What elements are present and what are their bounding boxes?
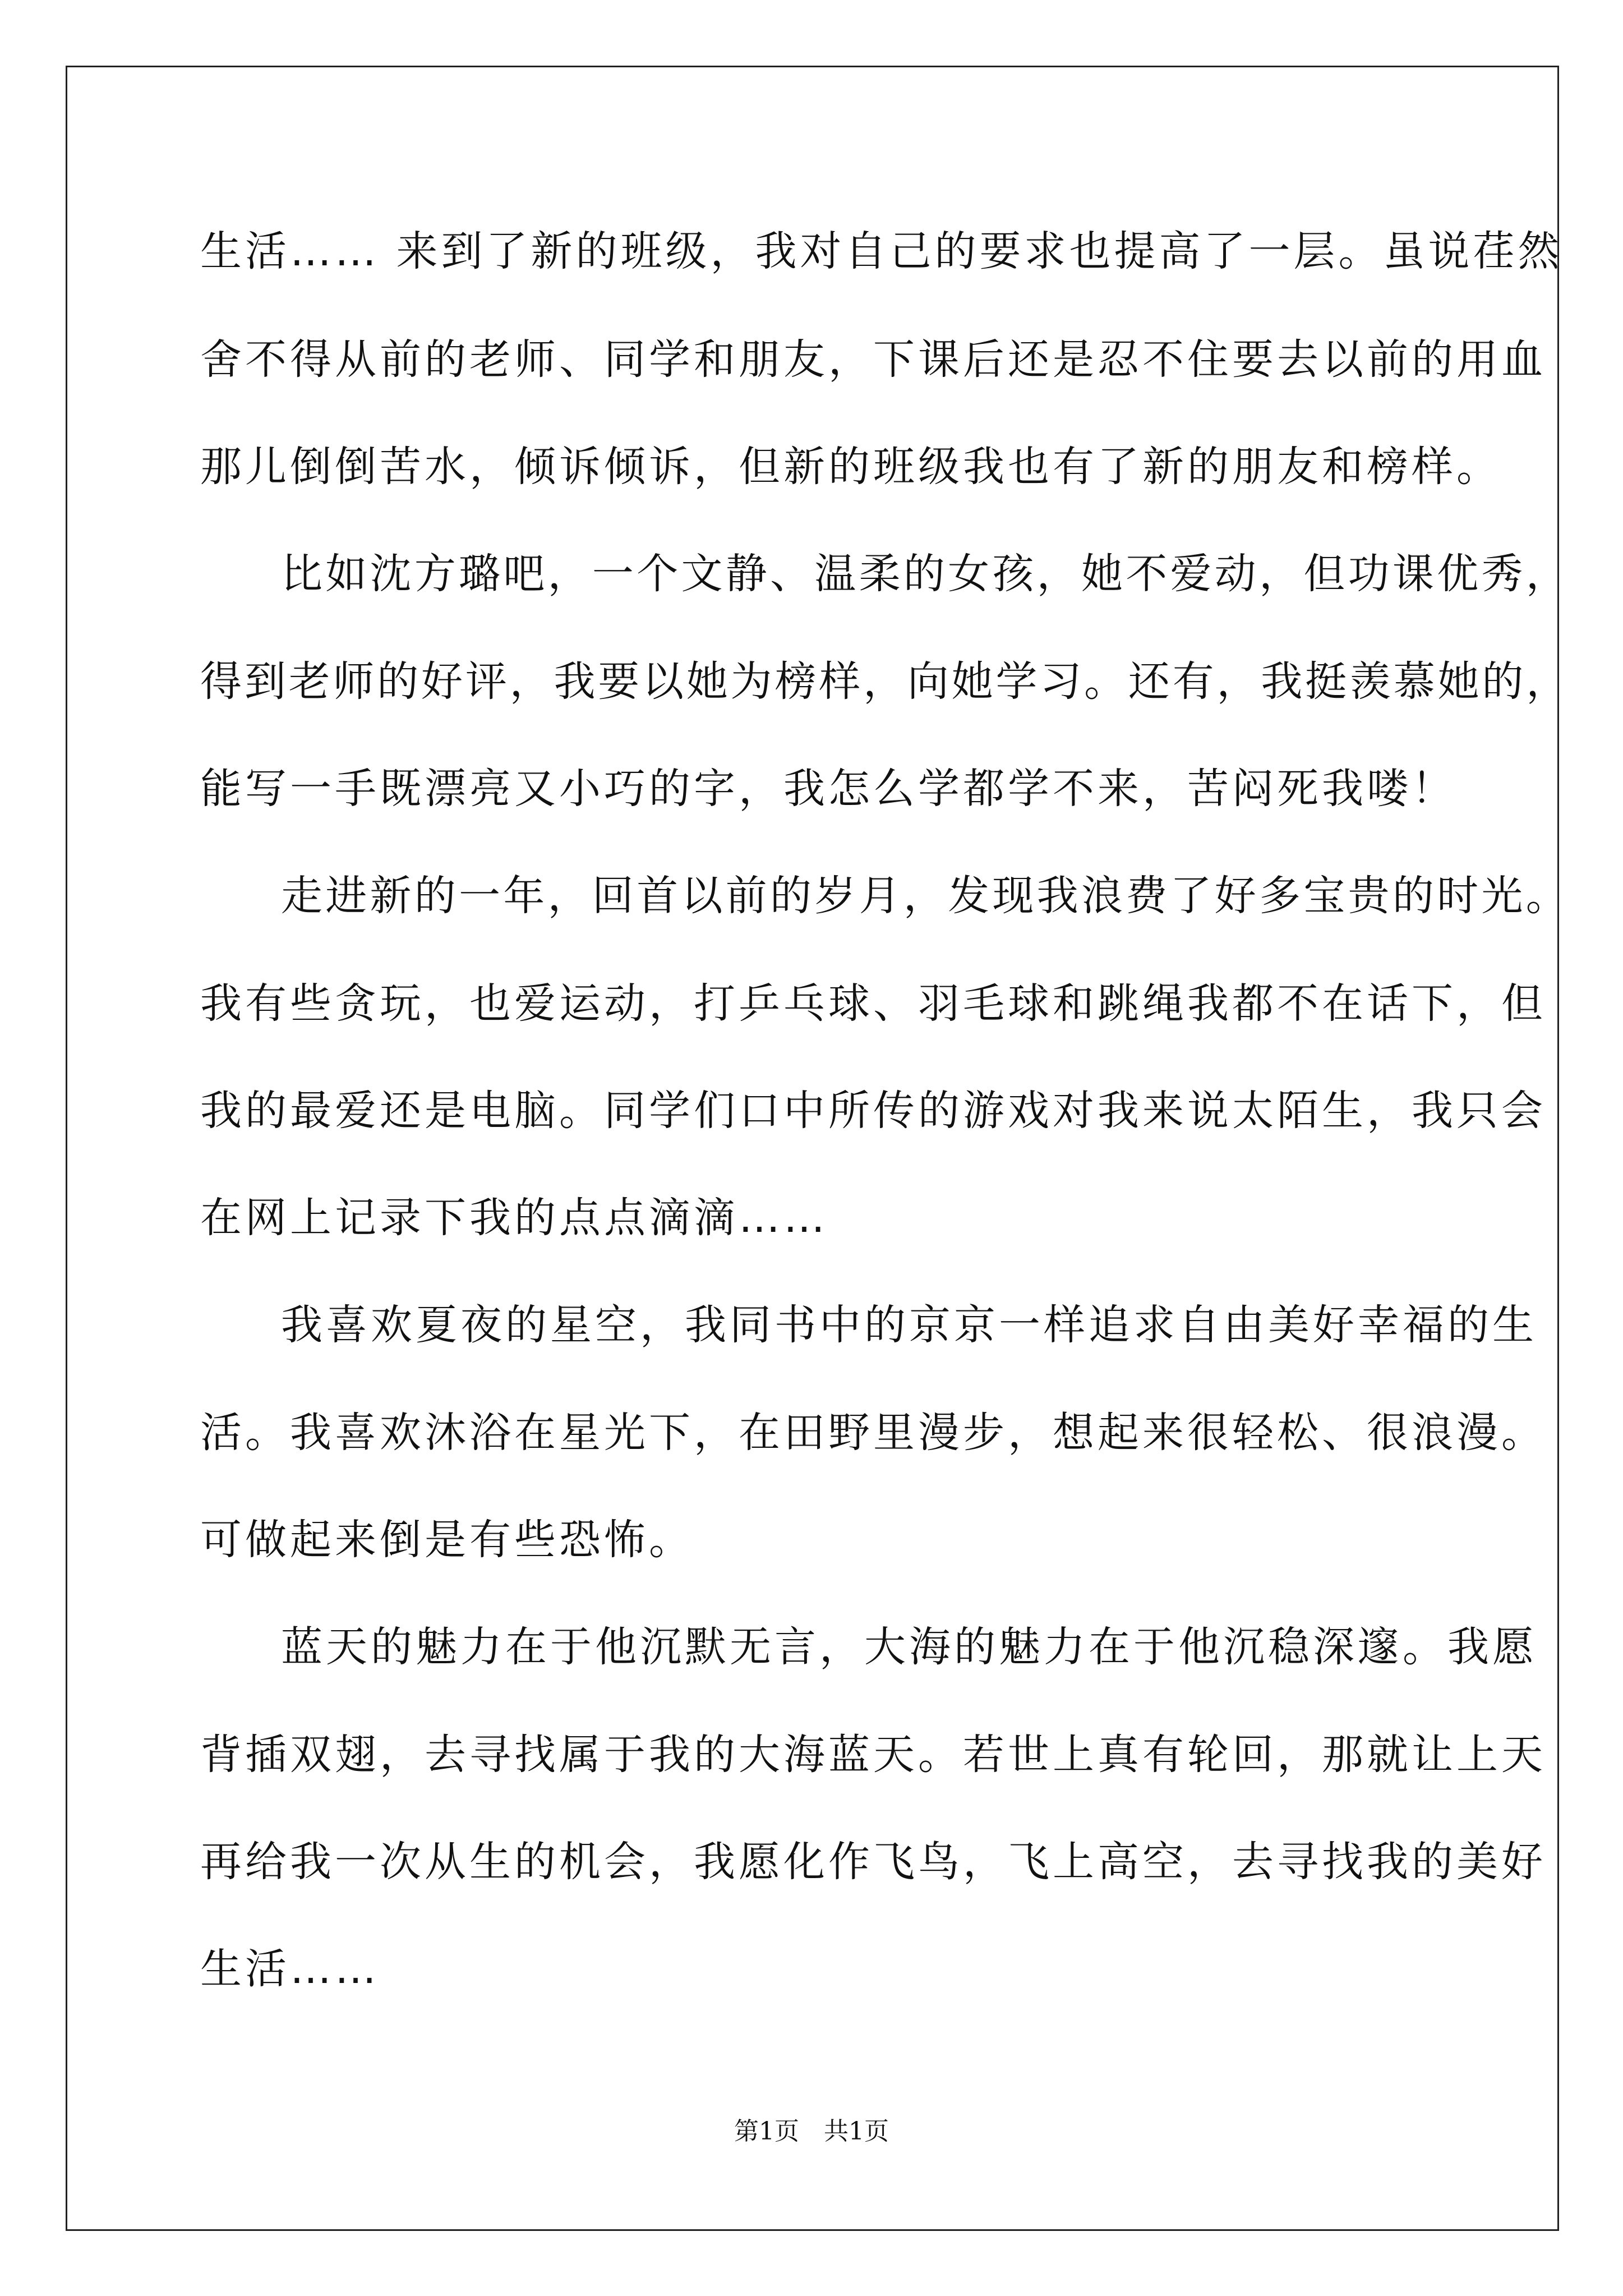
text-line: 得到老师的好评，我要以她为榜样，向她学习。还有，我挺羡慕她的， — [200, 657, 1570, 706]
text-line: 再给我一次从生的机会，我愿化作飞鸟，飞上高空，去寻找我的美好 — [200, 1838, 1546, 1886]
text-line: 生活…… — [200, 1945, 380, 1993]
text-line: 我有些贪玩，也爱运动，打乒乓球、羽毛球和跳绳我都不在话下，但 — [200, 979, 1546, 1028]
text-line: 生活…… 来到了新的班级，我对自己的要求也提高了一层。虽说荏然 — [200, 227, 1563, 275]
paragraph-first-line: 蓝天的魅力在于他沉默无言，大海的魅力在于他沉稳深邃。我愿 — [281, 1623, 1537, 1671]
text-line: 活。我喜欢沐浴在星光下，在田野里漫步，想起来很轻松、很浪漫。 — [200, 1409, 1546, 1457]
text-line: 在网上记录下我的点点滴滴…… — [200, 1194, 828, 1242]
text-line: 那儿倒倒苦水，倾诉倾诉，但新的班级我也有了新的朋友和榜样。 — [200, 443, 1501, 491]
text-line: 可做起来倒是有些恐怖。 — [200, 1516, 694, 1564]
paragraph-first-line: 比如沈方璐吧，一个文静、温柔的女孩，她不爱动，但功课优秀， — [281, 550, 1570, 598]
text-line: 背插双翅，去寻找属于我的大海蓝天。若世上真有轮回，那就让上天 — [200, 1731, 1546, 1779]
paragraph-first-line: 我喜欢夏夜的星空，我同书中的京京一样追求自由美好幸福的生 — [281, 1301, 1537, 1349]
text-line: 我的最爱还是电脑。同学们口中所传的游戏对我来说太陌生，我只会 — [200, 1087, 1546, 1135]
page-border — [66, 66, 1559, 2231]
text-line: 能写一手既漂亮又小巧的字，我怎么学都学不来，苦闷死我喽！ — [200, 765, 1456, 813]
page-number-footer: 第1页 共1页 — [734, 2117, 889, 2146]
text-line: 舍不得从前的老师、同学和朋友，下课后还是忍不住要去以前的用血 — [200, 335, 1546, 384]
paragraph-first-line: 走进新的一年，回首以前的岁月，发现我浪费了好多宝贵的时光。 — [281, 872, 1570, 920]
